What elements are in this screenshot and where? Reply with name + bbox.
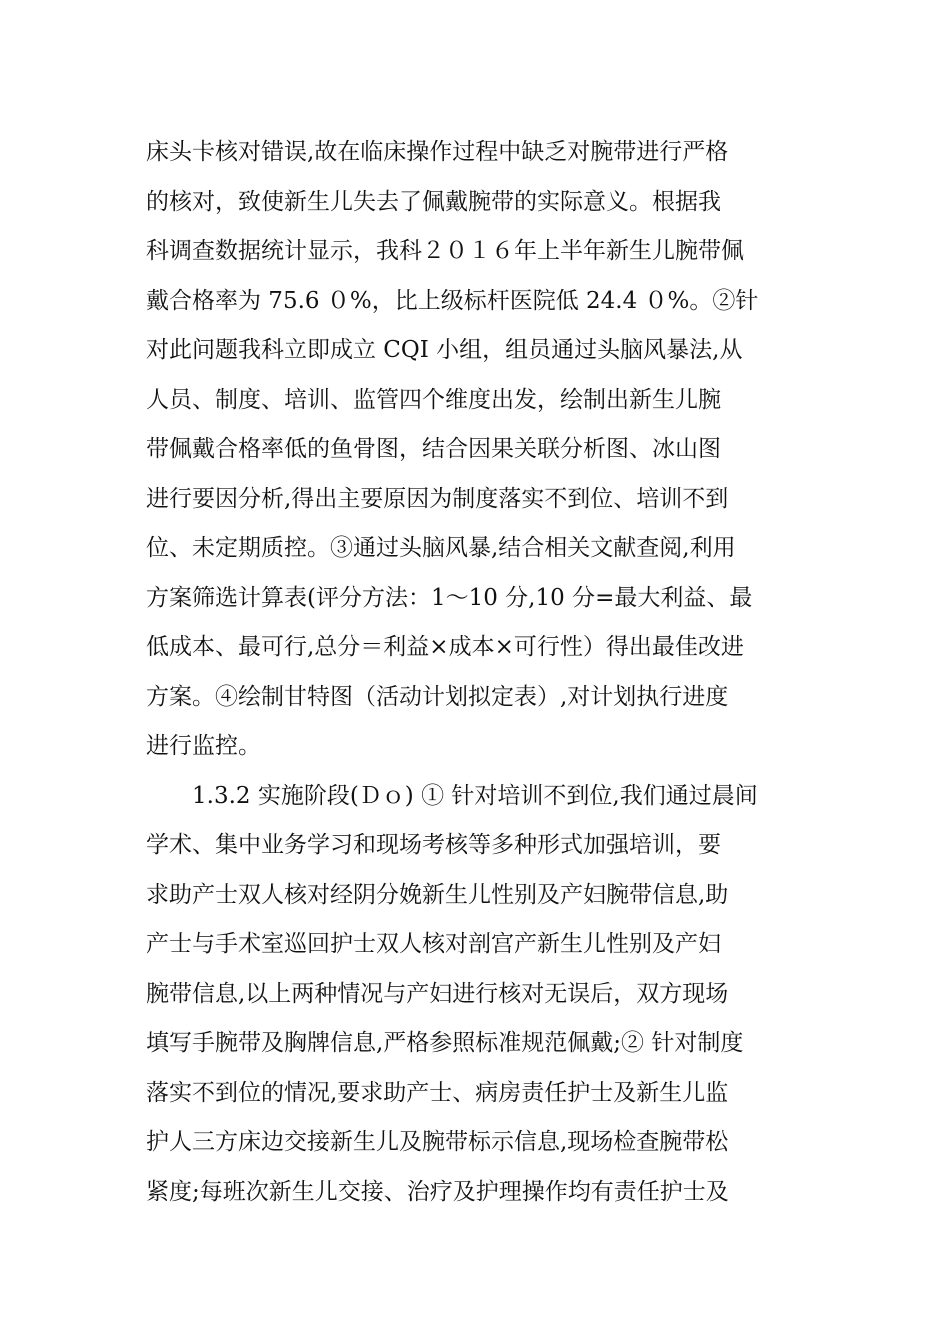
- text-line: 学术、集中业务学习和现场考核等多种形式加强培训，要: [146, 832, 721, 858]
- text-line: 人员、制度、培训、监管四个维度出发，绘制出新生儿腕: [146, 386, 721, 413]
- text-line: 产士与手术室巡回护士双人核对剖宫产新生儿性别及产妇: [146, 931, 721, 957]
- text-line: 对此问题我科立即成立 CQI 小组，组员通过头脑风暴法,从: [146, 337, 743, 363]
- text-line: 紧度;每班次新生儿交接、治疗及护理操作均有责任护士及: [146, 1178, 729, 1205]
- text-line: 方案。④绘制甘特图（活动计划拟定表）,对计划执行进度: [146, 683, 729, 710]
- text-line: 床头卡核对错误,故在临床操作过程中缺乏对腕带进行严格: [146, 139, 729, 165]
- text-line: 求助产士双人核对经阴分娩新生儿性别及产妇腕带信息,助: [146, 881, 729, 908]
- text-line: 落实不到位的情况,要求助产士、病房责任护士及新生儿监: [146, 1079, 729, 1106]
- text-line: 进行监控。: [146, 733, 261, 759]
- text-line: 护人三方床边交接新生儿及腕带标示信息,现场检查腕带松: [146, 1129, 729, 1155]
- text-line: 的核对，致使新生儿失去了佩戴腕带的实际意义。根据我: [146, 188, 721, 215]
- text-line: 戴合格率为 75.6 ０%，比上级标杆医院低 24.4 ０%。②针: [146, 287, 759, 314]
- text-line: 科调查数据统计显示，我科２０１６年上半年新生儿腕带佩: [146, 238, 744, 264]
- text-line: 位、未定期质控。③通过头脑风暴,结合相关文献查阅,利用: [146, 535, 736, 561]
- text-line: 进行要因分析,得出主要原因为制度落实不到位、培训不到: [146, 485, 729, 512]
- body-text: [146, 128, 806, 1217]
- text-line: 方案筛选计算表(评分方法：1～10 分,10 分=最大利益、最: [146, 584, 753, 611]
- section-heading-line: 1.3.2 实施阶段(Ｄｏ) ① 针对培训不到位,我们通过晨间: [192, 782, 758, 809]
- text-line: 填写手腕带及胸牌信息,严格参照标准规范佩戴;② 针对制度: [146, 1030, 744, 1056]
- text-line: 腕带信息,以上两种情况与产妇进行核对无误后，双方现场: [146, 980, 729, 1007]
- text-line: 带佩戴合格率低的鱼骨图，结合因果关联分析图、冰山图: [146, 436, 721, 462]
- text-line: 低成本、最可行,总分＝利益×成本×可行性）得出最佳改进: [146, 634, 744, 660]
